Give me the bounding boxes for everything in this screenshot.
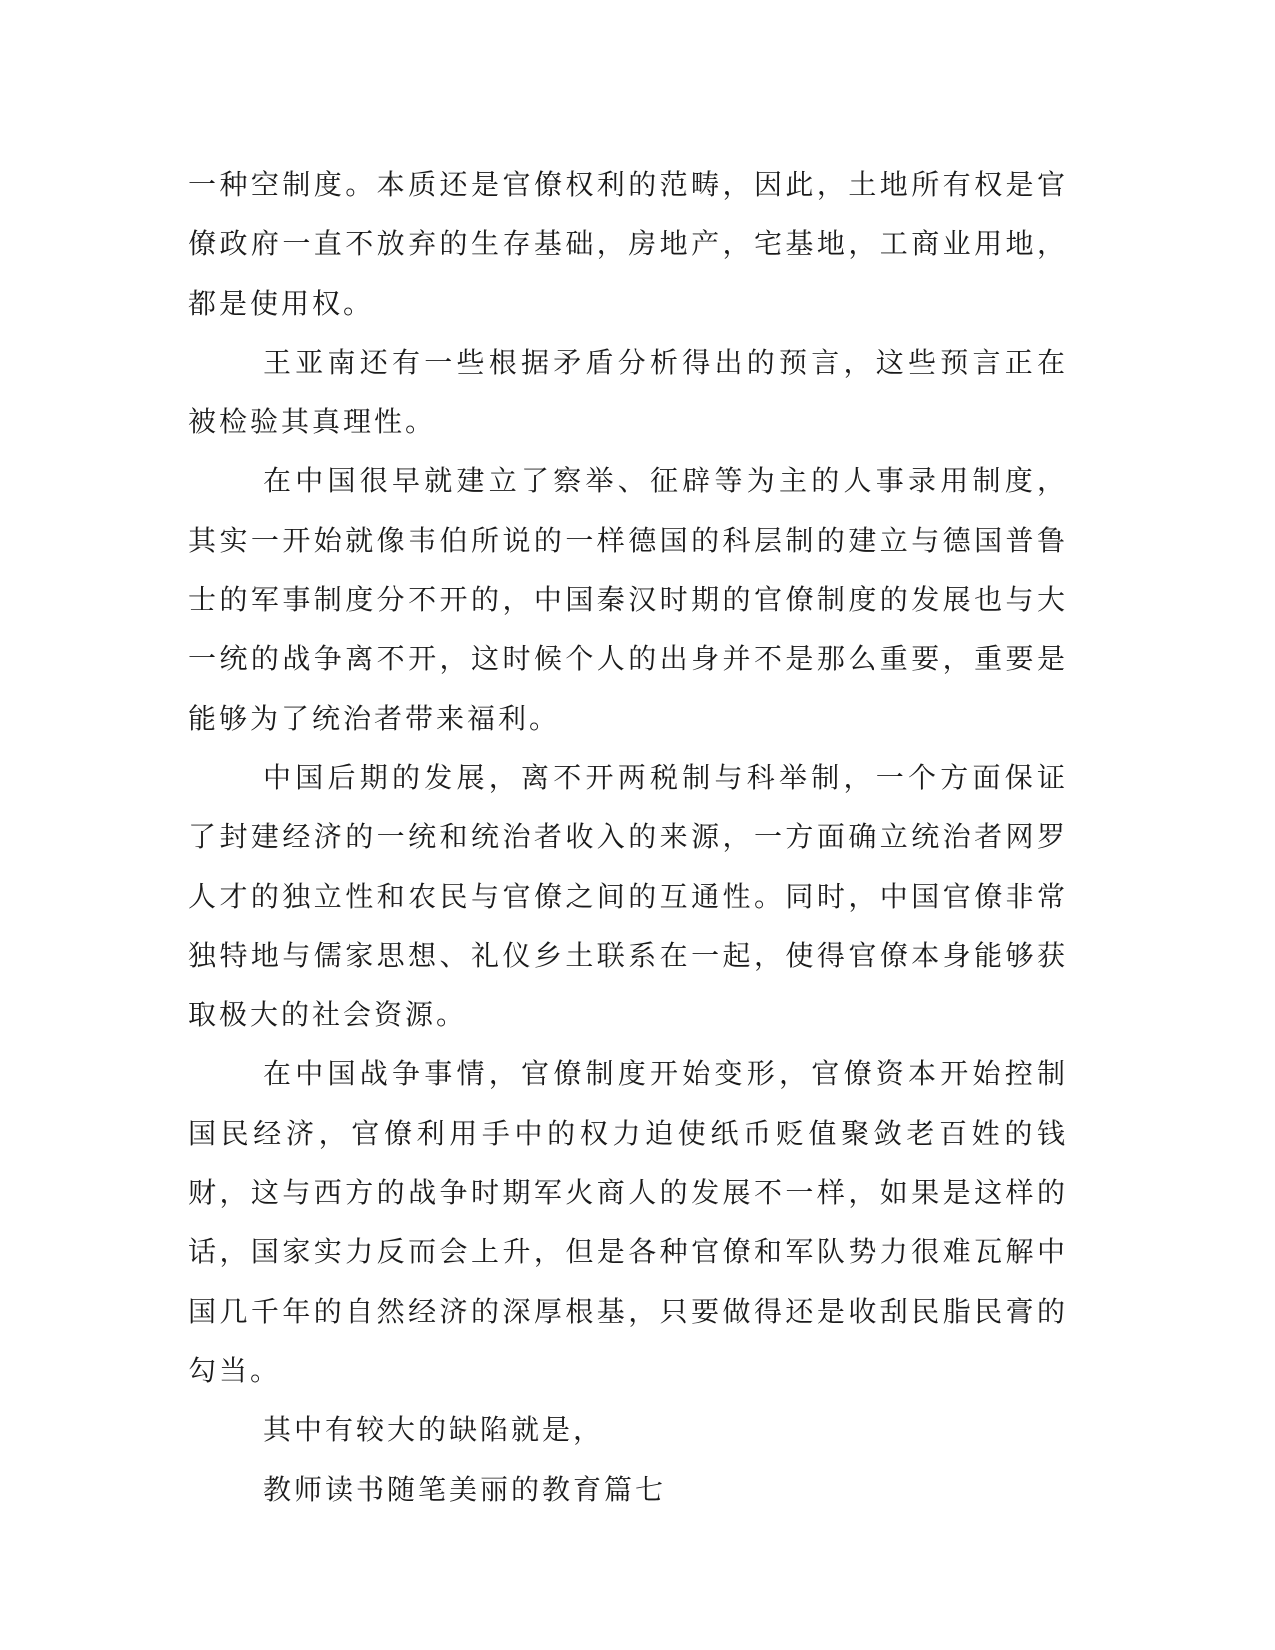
body-text bbox=[188, 155, 1068, 1519]
section-heading: 教师读书随笔美丽的教育篇七 bbox=[263, 1472, 667, 1506]
paragraph-1: 一种空制度。本质还是官僚权利的范畴，因此，土地所有权是官僚政府一直不放弃的生存基础，房地产，宅基地，工商业用地，都是使用权。 bbox=[188, 168, 1068, 320]
paragraph-4: 中国后期的发展，离不开两税制与科举制，一个方面保证了封建经济的一统和统治者收入的来源，一方面确立统治者网罗人才的独立性和农民与官僚之间的互通性。同时，中国官僚非常独特地与儒家思想、礼仪乡土联系在一起，使得官僚本身能够获取极大的社会资源。 bbox=[188, 760, 1068, 1032]
paragraph-5: 在中国战争事情，官僚制度开始变形，官僚资本开始控制国民经济，官僚利用手中的权力迫使纸币贬值聚敛老百姓的钱财，这与西方的战争时期军火商人的发展不一样，如果是这样的话，国家实力反而会上升，但是各种官僚和军队势力很难瓦解中国几千年的自然经济的深厚根基，只要做得还是收刮民脂民膏的勾当。 bbox=[188, 1057, 1068, 1387]
paragraph-2: 王亚南还有一些根据矛盾分析得出的预言，这些预言正在被检验其真理性。 bbox=[188, 345, 1068, 439]
paragraph-3: 在中国很早就建立了察举、征辟等为主的人事录用制度，其实一开始就像韦伯所说的一样德国的科层制的建立与德国普鲁士的军事制度分不开的，中国秦汉时期的官僚制度的发展也与大一统的战争离不开，这时候个人的出身并不是那么重要，重要是能够为了统治者带来福利。 bbox=[188, 464, 1068, 735]
paragraph-6: 其中有较大的缺陷就是， bbox=[263, 1413, 605, 1447]
